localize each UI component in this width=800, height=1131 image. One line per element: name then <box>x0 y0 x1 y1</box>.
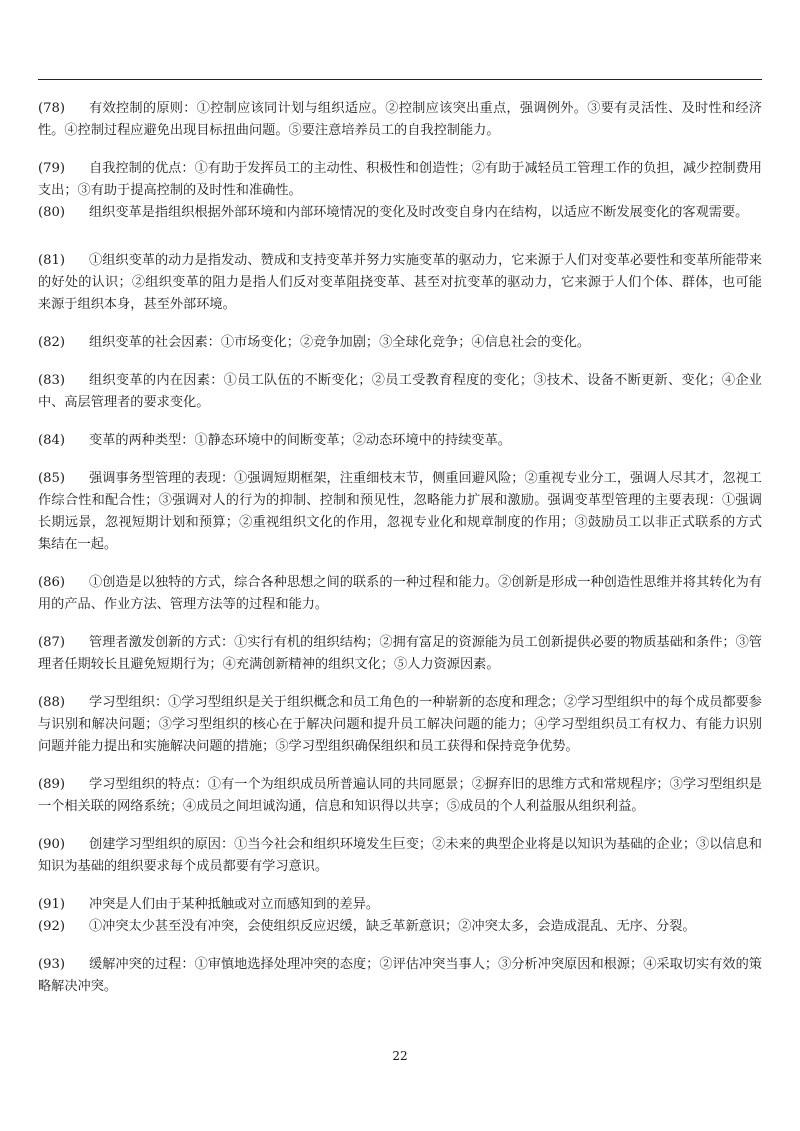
item-text: 学习型组织的特点：①有一个为组织成员所普遍认同的共同愿景；②摒弃旧的思维方式和常规程序；③学习型组织是一个相关联的网络系统；④成员之间坦诚沟通，信息和知识得以共享；⑤成员的个人利益服从组织利益。 <box>38 777 762 814</box>
item-text: 创建学习型组织的原因：①当今社会和组织环境发生巨变；②未来的典型企业将是以知识为基础的企业；③以信息和知识为基础的组织要求每个成员都要有学习意识。 <box>38 837 762 874</box>
item-number: (87) <box>38 635 66 650</box>
item-text: 学习型组织：①学习型组织是关于组织概念和员工角色的一种崭新的态度和理念；②学习型组织中的每个成员都要参与识别和解决问题；③学习型组织的核心在于解决问题和提升员工解决问题的能力；④学习型组织员工有权力、有能力识别问题并能力提出和实施解决问题的措施；⑤学习型组织确保组织和员工获得和保持竞争优势。 <box>38 695 762 754</box>
item-text: ①组织变革的动力是指发动、赞成和支持变革并努力实施变革的驱动力，它来源于人们对变革必要性和变革所能带来的好处的认识；②组织变革的阻力是指人们反对变革阻挠变革、甚至对抗变革的驱动力，它来源于人们个体、群体，也可能来源于组织本身，甚至外部环境。 <box>38 253 762 312</box>
item-text: 自我控制的优点：①有助于发挥员工的主动性、积极性和创造性；②有助于减轻员工管理工作的负担，减少控制费用支出；③有助于提高控制的及时性和准确性。 <box>38 161 762 198</box>
item-number: (86) <box>38 575 66 590</box>
list-item <box>38 954 762 998</box>
item-number: (92) <box>38 919 66 934</box>
list-item <box>38 250 762 316</box>
item-number: (88) <box>38 695 66 710</box>
item-number: (90) <box>38 837 66 852</box>
item-number: (91) <box>38 897 66 912</box>
page-number: 22 <box>392 1049 408 1063</box>
list-item <box>38 98 762 142</box>
list-item <box>38 916 762 938</box>
header-rule <box>38 79 762 80</box>
item-text: 组织变革的社会因素：①市场变化；②竞争加剧；③全球化竞争；④信息社会的变化。 <box>89 335 591 350</box>
item-text: 组织变革的内在因素：①员工队伍的不断变化；②员工受教育程度的变化；③技术、设备不断更新、变化；④企业中、高层管理者的要求变化。 <box>38 373 762 410</box>
list-item <box>38 370 762 414</box>
item-text: ①冲突太少甚至没有冲突，会使组织反应迟缓，缺乏革新意识；②冲突太多，会造成混乱、无序、分裂。 <box>89 919 696 934</box>
document-body <box>38 98 762 998</box>
item-number: (78) <box>38 101 66 116</box>
item-number: (82) <box>38 335 66 350</box>
item-number: (93) <box>38 957 66 972</box>
item-text: 组织变革是指组织根据外部环境和内部环境情况的变化及时改变自身内在结构，以适应不断发展变化的客观需要。 <box>89 205 749 220</box>
list-item <box>38 202 762 224</box>
list-item <box>38 774 762 818</box>
item-number: (84) <box>38 433 66 448</box>
list-item <box>38 692 762 758</box>
item-text: 冲突是人们由于某种抵触或对立而感知到的差异。 <box>89 897 380 912</box>
item-number: (89) <box>38 777 66 792</box>
item-number: (83) <box>38 373 66 388</box>
item-text: 管理者激发创新的方式：①实行有机的组织结构；②拥有富足的资源能为员工创新提供必要的物质基础和条件；③管理者任期较长且避免短期行为；④充满创新精神的组织文化；⑤人力资源因素。 <box>38 635 762 672</box>
list-item <box>38 834 762 878</box>
item-text: 有效控制的原则：①控制应该同计划与组织适应。②控制应该突出重点，强调例外。③要有灵活性、及时性和经济性。④控制过程应避免出现目标扭曲问题。⑤要注意培养员工的自我控制能力。 <box>38 101 762 138</box>
item-text: 变革的两种类型：①静态环境中的间断变革；②动态环境中的持续变革。 <box>89 433 511 448</box>
item-text: ①创造是以独特的方式，综合各种思想之间的联系的一种过程和能力。②创新是形成一种创造性思维并将其转化为有用的产品、作业方法、管理方法等的过程和能力。 <box>38 575 762 612</box>
item-number: (81) <box>38 253 66 268</box>
item-number: (79) <box>38 161 66 176</box>
item-number: (85) <box>38 471 66 486</box>
list-item <box>38 572 762 616</box>
item-text: 缓解冲突的过程：①审慎地选择处理冲突的态度；②评估冲突当事人；③分析冲突原因和根源；④采取切实有效的策略解决冲突。 <box>38 957 762 994</box>
list-item <box>38 430 762 452</box>
item-number: (80) <box>38 205 66 220</box>
list-item <box>38 468 762 556</box>
list-item <box>38 894 762 916</box>
list-item <box>38 158 762 202</box>
item-text: 强调事务型管理的表现：①强调短期框架，注重细枝末节，侧重回避风险；②重视专业分工，强调人尽其才，忽视工作综合性和配合性；③强调对人的行为的抑制、控制和预见性，忽略能力扩展和激励。强调变革型管理的主要表现：①强调长期远景，忽视短期计划和预算；②重视组织文化的作用，忽视专业化和规章制度的作用；③鼓励员工以非正式联系的方式集结在一起。 <box>38 471 762 552</box>
list-item <box>38 332 762 354</box>
list-item <box>38 632 762 676</box>
